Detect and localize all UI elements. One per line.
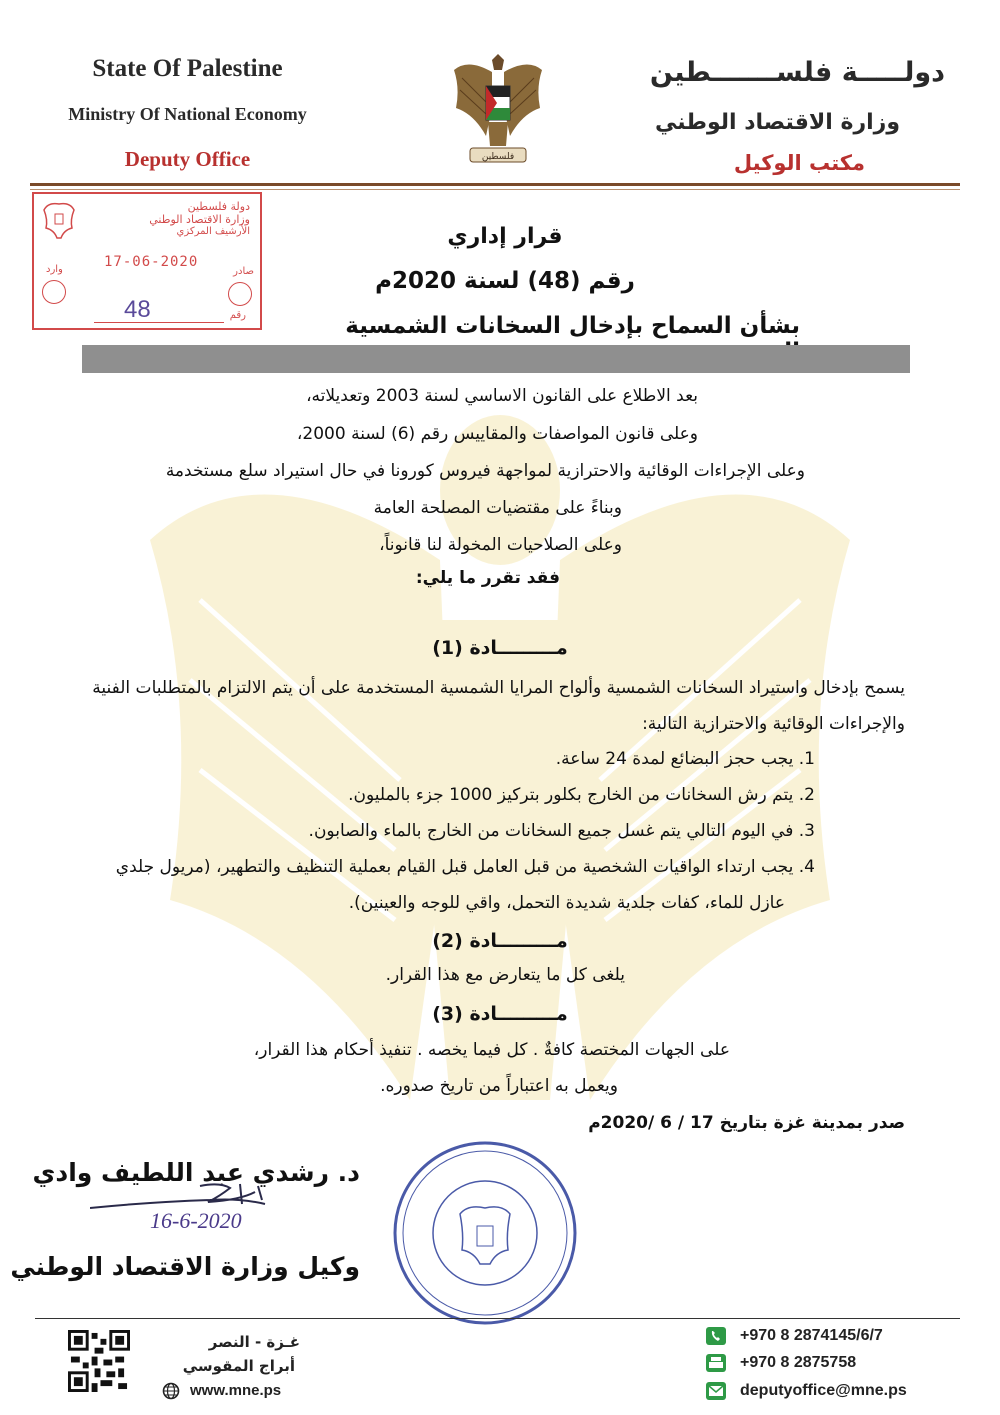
footer-website[interactable]: www.mne.ps bbox=[190, 1382, 282, 1399]
stamp-ref-label: رقم bbox=[229, 310, 246, 321]
footer-city: غـزة - النصر bbox=[208, 1333, 300, 1351]
title-separator-bar bbox=[82, 345, 910, 373]
footer-email[interactable]: deputyoffice@mne.ps bbox=[740, 1382, 907, 1399]
item-text: يجب حجز البضائع لمدة 24 ساعة. bbox=[555, 749, 794, 769]
emblem-caption: فلسطين bbox=[481, 152, 515, 162]
item-number: 1. bbox=[798, 749, 815, 769]
article-1-item-4 bbox=[116, 859, 815, 876]
preamble-line-5: وعلى الصلاحيات المخولة لنا قانوناً، bbox=[379, 535, 622, 555]
email-icon bbox=[706, 1382, 726, 1400]
article-2-text: يلغى كل ما يتعارض مع هذا القرار. bbox=[385, 965, 625, 985]
footer-fax[interactable]: +970 8 2875758 bbox=[740, 1354, 857, 1371]
article-3-text-2: ويعمل به اعتباراً من تاريخ صدوره. bbox=[380, 1076, 618, 1096]
decision-title: قرار إداري bbox=[447, 224, 563, 249]
header-state-en: State Of Palestine bbox=[92, 55, 283, 82]
phone-icon bbox=[706, 1327, 726, 1345]
header-divider bbox=[30, 183, 960, 186]
globe-icon bbox=[162, 1382, 180, 1400]
decision-subject: بشأن السماح بإدخال السخانات الشمسية bbox=[345, 313, 800, 339]
header-office-en: Deputy Office bbox=[124, 147, 251, 171]
archive-stamp bbox=[32, 192, 262, 330]
item-text: يجب ارتداء الواقيات الشخصية من قبل العامل قبل القيام بعملية التنظيف والتطهير، (مريول جلدي bbox=[115, 857, 794, 877]
article-1-item-3 bbox=[309, 823, 815, 840]
fax-icon bbox=[706, 1354, 726, 1372]
item-number: 4. bbox=[798, 857, 815, 877]
stamp-incoming-label: وارد bbox=[46, 264, 63, 275]
preamble-line-1: بعد الاطلاع على القانون الاساسي لسنة 2003 وتعديلاته، bbox=[306, 386, 698, 406]
palestine-eagle-emblem-icon bbox=[448, 48, 548, 172]
stamp-emblem-icon bbox=[42, 200, 76, 240]
item-number: 2. bbox=[798, 785, 815, 805]
item-text: يتم رش السخانات من الخارج بكلور بتركيز 1000 جزء بالمليون. bbox=[348, 785, 794, 805]
preamble-line-3: وعلى الإجراءات الوقائية والاحترازية لمواجهة فيروس كورونا في حال استيراد سلع مستخدمة bbox=[165, 461, 805, 481]
article-2-heading: مـــــــــادة (2) bbox=[432, 930, 568, 952]
stamp-incoming-circle bbox=[42, 280, 66, 304]
footer-phone[interactable]: +970 8 2874145/6/7 bbox=[740, 1327, 883, 1344]
article-3-text-1: على الجهات المختصة كافةٌ . كل فيما يخصه . تنفيذ أحكام هذا القرار، bbox=[253, 1040, 730, 1060]
article-1-text-2: والإجراءات الوقائية والاحترازية التالية: bbox=[642, 714, 905, 734]
stamp-line-2: وزارة الاقتصاد الوطني bbox=[149, 213, 250, 226]
preamble-line-2: وعلى قانون المواصفات والمقاييس رقم (6) لسنة 2000، bbox=[296, 424, 698, 444]
header-office-ar: مكتب الوكيل bbox=[733, 151, 865, 175]
article-1-text-1: يسمح بإدخال واستيراد السخانات الشمسية وألواح المرايا الشمسية المستخدمة على أن يتم الالتزام بالمتطلبات الفنية bbox=[92, 678, 905, 698]
stamp-date: 17-06-2020 bbox=[104, 254, 199, 270]
header-state-ar: دولـــــة فلســـــــطين bbox=[649, 57, 945, 88]
ministry-seal-stamp bbox=[390, 1138, 580, 1328]
stamp-handwritten-number: 48 bbox=[124, 296, 151, 323]
signatory-name: د. رشدي عبد اللطيف وادي bbox=[32, 1158, 360, 1187]
article-1-item-2 bbox=[348, 787, 815, 804]
header-divider-thin bbox=[30, 189, 960, 190]
decision-number: رقم (48) لسنة 2020م bbox=[375, 268, 635, 294]
item-number: 3. bbox=[798, 821, 815, 841]
preamble-line-4: وبناءً على مقتضيات المصلحة العامة bbox=[373, 498, 622, 518]
qr-code-icon bbox=[68, 1330, 130, 1392]
article-1-item-1 bbox=[556, 751, 815, 768]
preamble-line-6: فقد تقرر ما يلي: bbox=[415, 568, 560, 588]
header-ministry-ar: وزارة الاقتصاد الوطني bbox=[655, 110, 900, 135]
stamp-line-1: دولة فلسطين bbox=[187, 200, 250, 213]
stamp-outgoing-circle bbox=[228, 282, 252, 306]
article-1-item-4-continued: عازل للماء، كفات جلدية شديدة التحمل، واقي للوجه والعينين). bbox=[348, 893, 785, 913]
item-text: في اليوم التالي يتم غسل جميع السخانات من الخارج بالماء والصابون. bbox=[308, 821, 794, 841]
article-1-heading: مـــــــــادة (1) bbox=[432, 637, 568, 659]
header-ministry-en: Ministry Of National Economy bbox=[68, 104, 307, 124]
stamp-number-line bbox=[94, 322, 224, 323]
footer-divider bbox=[35, 1318, 960, 1319]
issued-date-line: صدر بمدينة غزة بتاريخ 17 / 6 /2020م bbox=[588, 1113, 905, 1133]
article-3-heading: مـــــــــادة (3) bbox=[432, 1003, 568, 1025]
footer-building: أبراج المقوسي bbox=[182, 1357, 295, 1375]
handwritten-date: 16-6-2020 bbox=[150, 1208, 242, 1233]
stamp-line-3: الأرشيف المركزي bbox=[176, 226, 250, 237]
stamp-outgoing-label: صادر bbox=[233, 266, 254, 277]
signatory-title: وكيل وزارة الاقتصاد الوطني bbox=[10, 1252, 360, 1281]
